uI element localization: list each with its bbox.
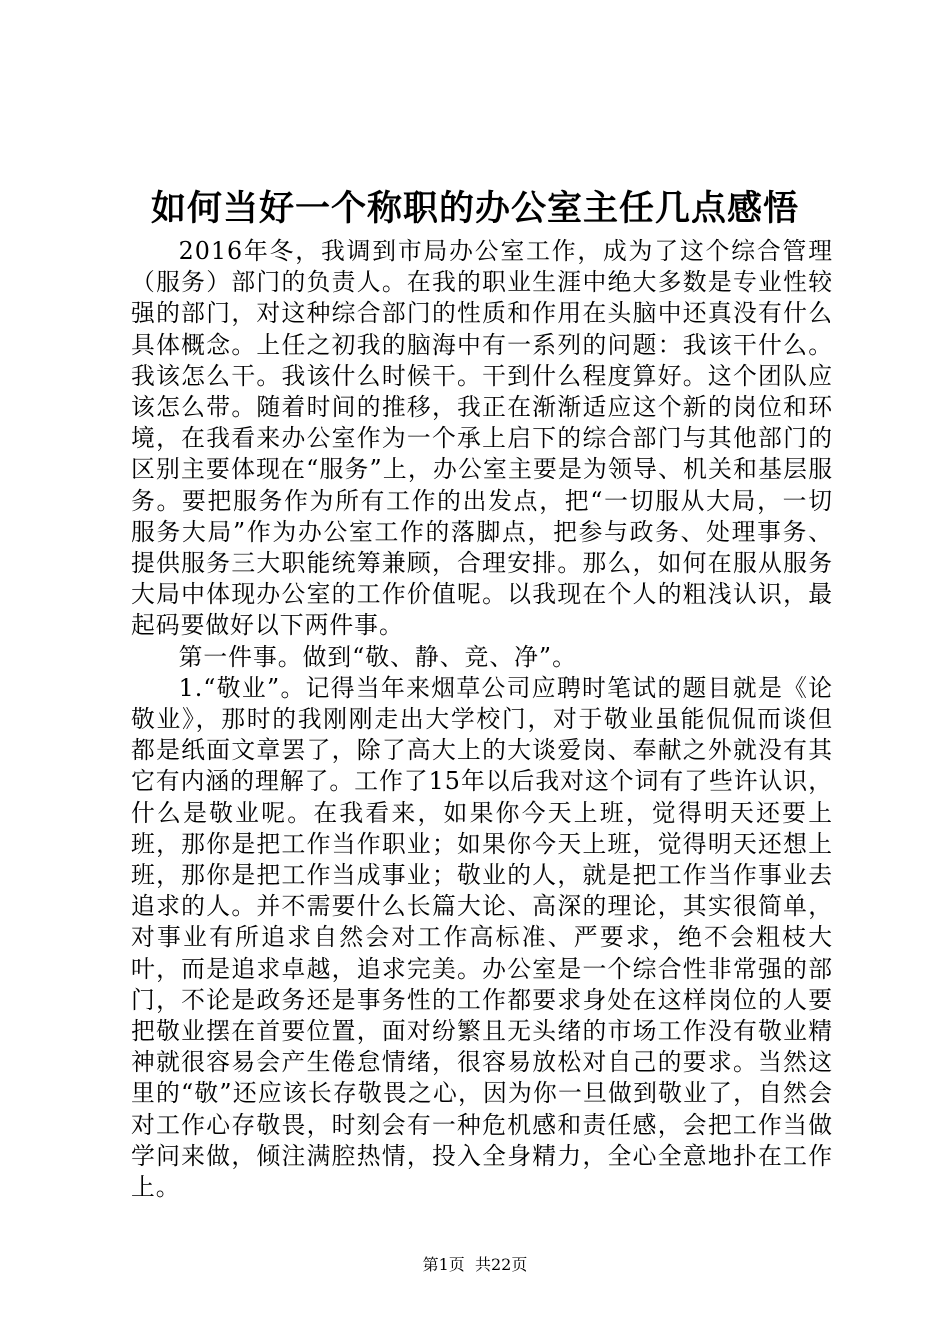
document-title: 如何当好一个称职的办公室主任几点感悟 xyxy=(150,188,799,229)
page-total: 共22页 xyxy=(474,1255,528,1274)
paragraph-intro: 2016年冬，我调到市局办公室工作，成为了这个综合管理（服务）部门的负责人。在我的职业生涯中绝大多数是专业性较强的部门，对这种综合部门的性质和作用在头脑中还真没有什么具体概念。上任之初我的脑海中有一系列的问题：我该干什么。我该怎么干。我该什么时候干。干到什么程度算好。这个团队应该怎么带。随着时间的推移，我正在渐渐适应这个新的岗位和环境，在我看来办公室作为一个承上启下的综合部门与其他部门的区别主要体现在“服务”上，办公室主要是为领导、机关和基层服务。要把服务作为所有工作的出发点，把“一切服从大局，一切服务大局”作为办公室工作的落脚点，把参与政务、处理事务、提供服务三大职能统筹兼顾，合理安排。那么，如何在服从服务大局中体现办公室的工作价值呢。以我现在个人的粗浅认识，最起码要做好以下两件事。 xyxy=(131,237,833,640)
page-footer xyxy=(0,1254,950,1276)
paragraph-dedication: 1.“敬业”。记得当年来烟草公司应聘时笔试的题目就是《论敬业》，那时的我刚刚走出大学校门，对于敬业虽能侃侃而谈但都是纸面文章罢了，除了高大上的大谈爱岗、奉献之外就没有其它有内涵的理解了。工作了15年以后我对这个词有了些许认识，什么是敬业呢。在我看来，如果你今天上班，觉得明天还要上班，那你是把工作当作职业；如果你今天上班，觉得明天还想上班，那你是把工作当成事业；敬业的人，就是把工作当作事业去追求的人。并不需要什么长篇大论、高深的理论，其实很简单，对事业有所追求自然会对工作高标准、严要求，绝不会粗枝大叶，而是追求卓越，追求完美。办公室是一个综合性非常强的部门，不论是政务还是事务性的工作都要求身处在这样岗位的人要把敬业摆在首要位置，面对纷繁且无头绪的市场工作没有敬业精神就很容易会产生倦怠情绪，很容易放松对自己的要求。当然这里的“敬”还应该长存敬畏之心，因为你一旦做到敬业了，自然会对工作心存敬畏，时刻会有一种危机感和责任感，会把工作当做学问来做，倾注满腔热情，投入全身精力，全心全意地扑在工作上。 xyxy=(131,673,833,1202)
paragraph-section-heading: 第一件事。做到“敬、静、竞、净”。 xyxy=(178,642,577,671)
document-body xyxy=(131,236,833,1203)
page-number: 第1页 xyxy=(422,1255,465,1274)
